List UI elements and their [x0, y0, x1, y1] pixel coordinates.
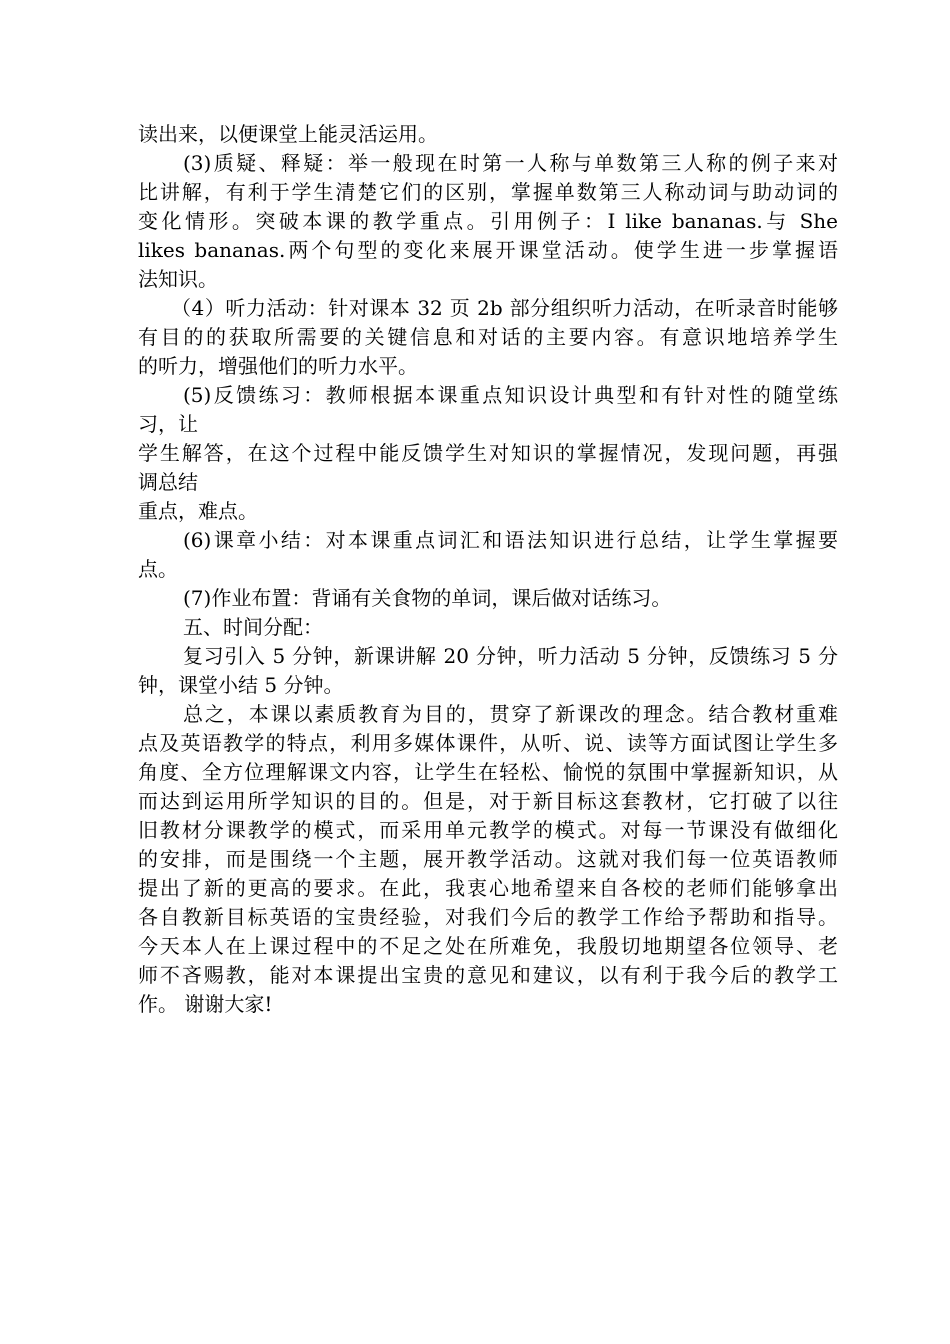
text-line: (7)作业布置：背诵有关食物的单词，课后做对话练习。 [183, 586, 672, 610]
text-line: 各自教新目标英语的宝贵经验，对我们今后的教学工作给予帮助和指导。 [138, 905, 838, 929]
text-line: (6)课章小结：对本课重点词汇和语法知识进行总结，让学生掌握要 [183, 528, 838, 552]
text-line: 变化情形。突破本课的教学重点。引用例子：I like bananas.与 She [138, 209, 838, 233]
text-line: 今天本人在上课过程中的不足之处在所难免，我殷切地期望各位领导、老 [138, 934, 838, 958]
text-line: 旧教材分课教学的模式，而采用单元教学的模式。对每一节课没有做细化 [138, 818, 838, 842]
text-line: 钟，课堂小结 5 分钟。 [138, 673, 344, 697]
text-line: 学生解答，在这个过程中能反馈学生对知识的掌握情况，发现问题，再强 [138, 441, 838, 465]
text-line: 五、时间分配： [183, 615, 323, 639]
text-line: (3)质疑、释疑：举一般现在时第一人称与单数第三人称的例子来对 [183, 151, 838, 175]
text-line: 的安排，而是围绕一个主题，展开教学活动。这就对我们每一位英语教师 [138, 847, 838, 871]
text-line: （4）听力活动：针对课本 32 页 2b 部分组织听力活动，在听录音时能够 [171, 296, 838, 320]
text-line: 调总结 [138, 470, 198, 494]
text-line: 角度、全方位理解课文内容，让学生在轻松、愉悦的氛围中掌握新知识，从 [138, 760, 838, 784]
document-body [138, 120, 838, 1019]
text-line: (5)反馈练习：教师根据本课重点知识设计典型和有针对性的随堂练 [183, 383, 838, 407]
text-line: 师不吝赐教，能对本课提出宝贵的意见和建议，以有利于我今后的教学工 [138, 963, 838, 987]
text-line: 点及英语教学的特点，利用多媒体课件，从听、说、读等方面试图让学生多 [138, 731, 838, 755]
text-line: 提出了新的更高的要求。在此，我衷心地希望来自各校的老师们能够拿出 [138, 876, 838, 900]
text-line: 重点，难点。 [138, 499, 258, 523]
text-line: 点。 [138, 557, 178, 581]
text-line: likes bananas.两个句型的变化来展开课堂活动。使学生进一步掌握语 [138, 238, 838, 262]
text-line: 有目的的获取所需要的关键信息和对话的主要内容。有意识地培养学生 [138, 325, 838, 349]
text-line: 的听力，增强他们的听力水平。 [138, 354, 418, 378]
text-line: 作。 谢谢大家! [138, 992, 273, 1016]
text-line: 而达到运用所学知识的目的。但是，对于新目标这套教材，它打破了以往 [138, 789, 838, 813]
text-line: 比讲解，有利于学生清楚它们的区别，掌握单数第三人称动词与助动词的 [138, 180, 838, 204]
text-line: 习，让 [138, 412, 198, 436]
text-line: 读出来，以便课堂上能灵活运用。 [138, 122, 438, 146]
text-line: 复习引入 5 分钟，新课讲解 20 分钟，听力活动 5 分钟，反馈练习 5 分 [183, 644, 838, 668]
text-line: 总之，本课以素质教育为目的，贯穿了新课改的理念。结合教材重难 [183, 702, 838, 726]
text-line: 法知识。 [138, 267, 218, 291]
